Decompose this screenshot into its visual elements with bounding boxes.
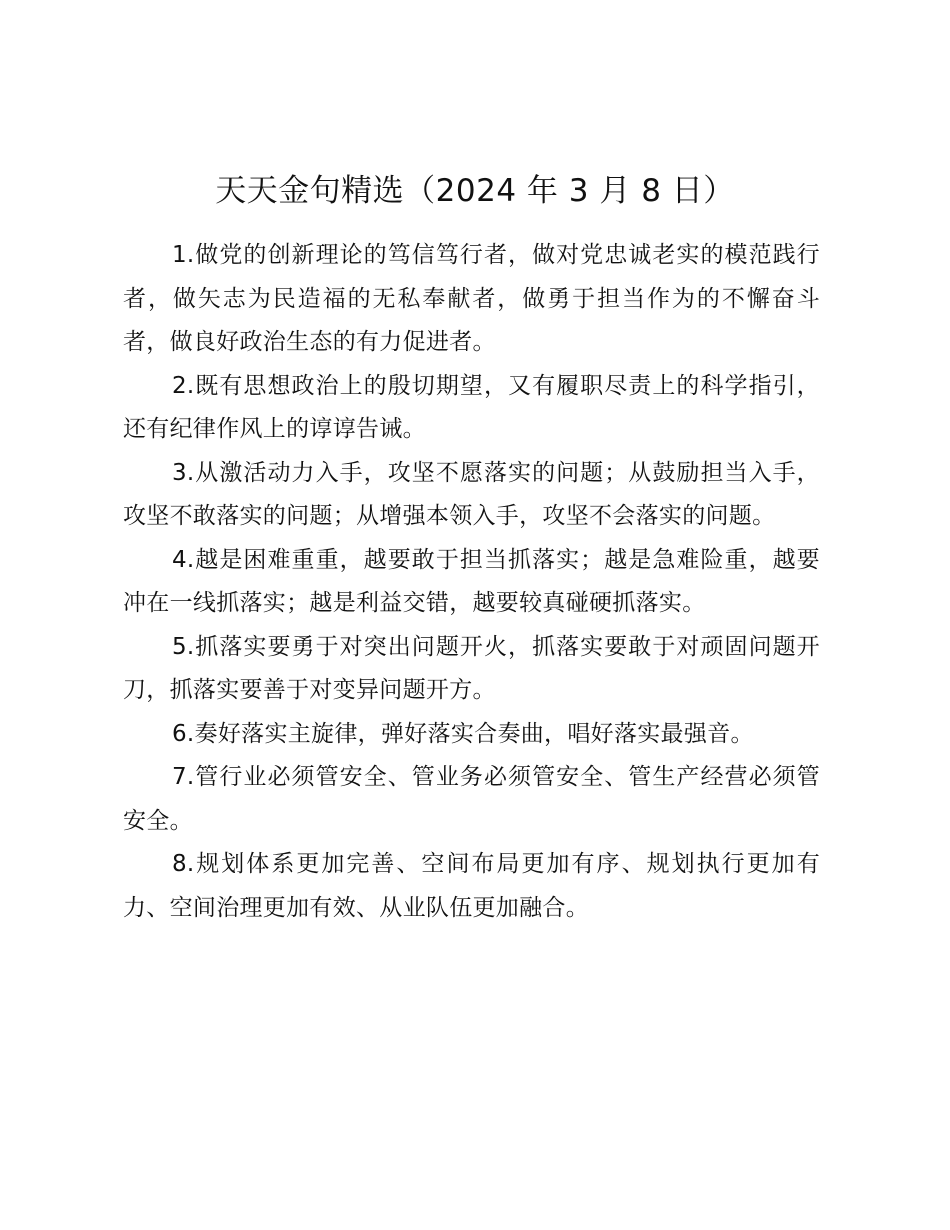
paragraph-7: 7.管行业必须管安全、管业务必须管安全、管生产经营必须管安全。: [123, 764, 820, 834]
paragraph-2: 2.既有思想政治上的殷切期望，又有履职尽责上的科学指引，还有纪律作风上的谆谆告诫。: [123, 372, 820, 442]
paragraph-1: 1.做党的创新理论的笃信笃行者，做对党忠诚老实的模范践行者，做矢志为民造福的无私奉献者，做勇于担当作为的不懈奋斗者，做良好政治生态的有力促进者。: [123, 242, 820, 355]
paragraph-6: 6.奏好落实主旋律，弹好落实合奏曲，唱好落实最强音。: [172, 720, 754, 747]
page-title: 天天金句精选（2024 年 3 月 8 日）: [215, 173, 735, 209]
paragraph-3: 3.从激活动力入手，攻坚不愿落实的问题；从鼓励担当入手，攻坚不敢落实的问题；从增强本领入手，攻坚不会落实的问题。: [123, 459, 820, 529]
paragraph-8: 8.规划体系更加完善、空间布局更加有序、规划执行更加有力、空间治理更加有效、从业队伍更加融合。: [123, 851, 820, 921]
paragraph-4: 4.越是困难重重，越要敢于担当抓落实；越是急难险重，越要冲在一线抓落实；越是利益交错，越要较真碰硬抓落实。: [123, 546, 820, 616]
paragraph-5: 5.抓落实要勇于对突出问题开火，抓落实要敢于对顽固问题开刀，抓落实要善于对变异问题开方。: [123, 633, 820, 703]
document-body: [123, 234, 820, 930]
